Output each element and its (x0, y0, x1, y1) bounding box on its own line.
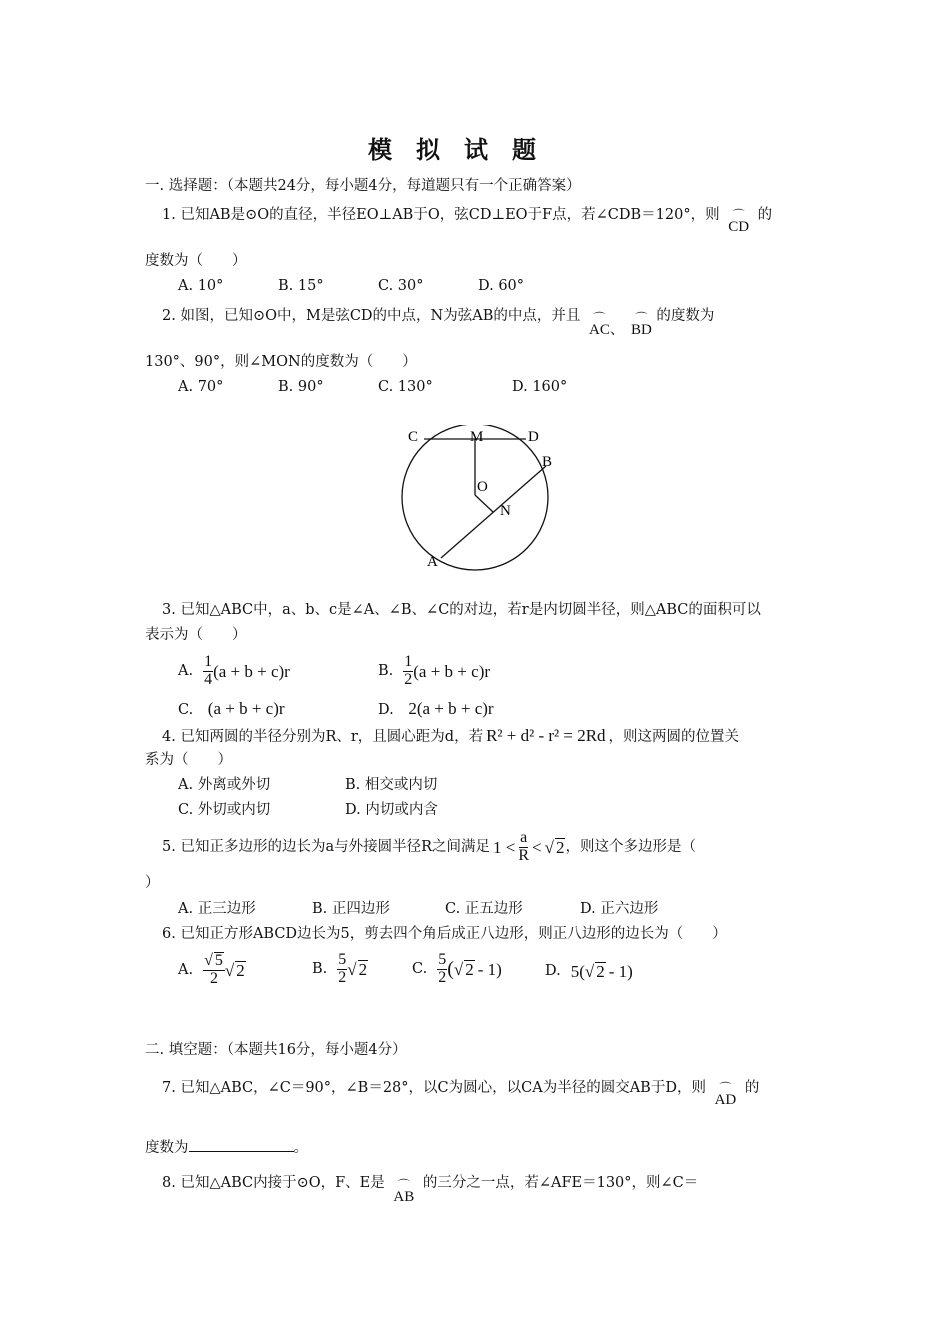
expression: (a + b + c)r (207, 699, 285, 718)
question-4 (162, 727, 739, 745)
question-6: 6. 已知正方形ABCD边长为5，剪去四个角后成正八边形，则正八边形的边长为（ ） (162, 926, 727, 942)
question-1-tail: 的 (757, 207, 773, 223)
question-7-line2-text: 度数为 (145, 1140, 189, 1156)
q3-option-b (378, 654, 490, 689)
arc-cd (728, 208, 750, 235)
question-5-line2: ） (145, 875, 160, 891)
q2-option-a: A. 70° (178, 379, 224, 395)
q1-option-b: B. 15° (278, 278, 324, 294)
q4-option-c: C. 外切或内切 (178, 802, 271, 818)
expression: (a + b + c)r (213, 661, 290, 681)
option-label: D. (378, 702, 394, 718)
fraction (337, 952, 347, 987)
sqrt (225, 961, 246, 979)
q3-option-a (178, 654, 290, 689)
label-a: A (427, 554, 438, 570)
question-1-text: 1. 已知AB是⊙O的直径，半径EO⊥AB于O，弦CD⊥EO于F点，若∠CDB＝120°，则 (162, 207, 720, 223)
question-4-line2: 系为（ ） (145, 752, 232, 768)
q2-option-b: B. 90° (278, 379, 324, 395)
question-2-tail: 的度数为 (656, 308, 715, 324)
arc-symbol-icon: ⌒ (732, 208, 745, 222)
question-5-tail: ，则这个多边形是（ (565, 839, 696, 856)
arc-label: AD (714, 1092, 737, 1108)
expression: (a + b + c)r (413, 661, 491, 681)
sqrt (347, 960, 368, 978)
q4-option-a: A. 外离或外切 (178, 777, 271, 793)
arc-bd (630, 311, 652, 338)
numerator: a (520, 829, 528, 846)
q5-option-d: D. 正六边形 (580, 901, 659, 917)
answer-blank[interactable] (189, 1139, 294, 1152)
option-label: A. (178, 961, 194, 978)
question-8-tail: 的三分之一点，若∠AFE＝130°，则∠C＝ (422, 1175, 699, 1191)
inequality-right: < (532, 837, 542, 857)
denominator: 2 (404, 670, 413, 688)
label-m: M (470, 429, 484, 445)
segment-on (475, 495, 493, 512)
option-label: C. (412, 961, 428, 978)
option-label: B. (378, 663, 394, 680)
question-7-tail: 的 (744, 1080, 760, 1096)
radical-icon: √ (584, 962, 595, 981)
section-heading-fill: 二. 填空题：（本题共16分，每小题4分） (145, 1042, 407, 1058)
radical-icon: √ (453, 960, 464, 980)
q5-option-b: B. 正四边形 (312, 901, 390, 917)
radicand: 2 (555, 838, 565, 858)
question-1 (162, 207, 773, 235)
fraction (518, 830, 529, 865)
circle-figure (395, 425, 560, 575)
question-2-text: 2. 如图，已知⊙O中，M是弦CD的中点，N为弦AB的中点，并且 (162, 308, 581, 324)
question-2 (162, 308, 715, 338)
label-c: C (408, 429, 419, 445)
radicand: 5 (214, 952, 223, 969)
question-7 (162, 1080, 760, 1108)
q3-option-c (178, 700, 285, 718)
label-d: D (528, 429, 539, 445)
question-4-text: 4. 已知两圆的半径分别为R、r，且圆心距为d，若 (162, 729, 484, 745)
question-7-text: 7. 已知△ABC，∠C＝90°，∠B＝28°，以C为圆心，以CA为半径的圆交AB于D，则 (162, 1080, 706, 1096)
q6-option-a (178, 952, 246, 988)
arc-separator: 、 (609, 322, 625, 338)
label-o: O (477, 479, 488, 495)
denominator: 2 (338, 968, 347, 986)
q3-option-d (378, 700, 494, 718)
radical-icon: √ (347, 960, 357, 980)
q4-option-b: B. 相交或内切 (345, 777, 438, 793)
q6-option-c (412, 952, 502, 987)
sqrt (585, 962, 606, 980)
numerator (203, 952, 225, 971)
expression-tail: - 1) (477, 959, 502, 979)
radicand: 2 (236, 960, 245, 980)
option-label: D. (545, 962, 561, 979)
q4-option-d: D. 内切或内含 (345, 802, 438, 818)
question-8-text: 8. 已知△ABC内接于⊙O，F、E是 (162, 1175, 385, 1191)
label-b: B (542, 454, 553, 470)
formula: R² + d² - r² = 2Rd (486, 726, 606, 745)
question-7-line2 (145, 1139, 308, 1156)
q1-option-d: D. 60° (478, 278, 525, 294)
q2-option-c: C. 130° (378, 379, 433, 395)
radicand: 2 (465, 960, 474, 980)
numerator: 5 (438, 951, 447, 968)
denominator: R (518, 846, 530, 864)
q1-option-a: A. 10° (178, 278, 224, 294)
arc-symbol-icon: ⌒ (719, 1081, 732, 1095)
radical-icon: √ (204, 952, 213, 969)
arc-label: AB (393, 1189, 415, 1205)
q6-option-d (545, 962, 633, 980)
arc-label: BD (630, 322, 652, 338)
period: 。 (293, 1140, 308, 1156)
q6-option-b (312, 952, 368, 987)
fraction (437, 952, 447, 987)
option-label: A. (178, 663, 194, 680)
arc-label: CD (728, 219, 750, 235)
question-2-line2: 130°、90°，则∠MON的度数为（ ） (145, 354, 417, 370)
question-5 (162, 830, 696, 865)
fraction (403, 654, 413, 689)
arc-symbol-icon: ⌒ (635, 311, 648, 325)
expression-prefix: 5( (570, 961, 585, 981)
q1-option-c: C. 30° (378, 278, 424, 294)
sqrt (545, 838, 566, 856)
radicand: 2 (358, 960, 368, 980)
option-label: C. (178, 702, 194, 718)
sqrt (454, 960, 475, 978)
expression-tail: - 1) (608, 961, 633, 981)
arc-symbol-icon: ⌒ (593, 311, 606, 325)
q5-option-a: A. 正三边形 (178, 901, 256, 917)
option-label: B. (312, 961, 328, 978)
denominator: 2 (209, 969, 218, 987)
question-3: 3. 已知△ABC中，a、b、c是∠A、∠B、∠C的对边，若r是内切圆半径，则△ABC的面积可以 (162, 602, 761, 618)
question-5-text: 5. 已知正多边形的边长为a与外接圆半径R之间满足 (162, 839, 491, 856)
inequality-left: 1 < (493, 837, 516, 857)
page-title: 模 拟 试 题 (368, 136, 536, 164)
fraction (203, 654, 213, 689)
q5-option-c: C. 正五边形 (445, 901, 523, 917)
section-heading-choice: 一. 选择题：（本题共24分，每小题4分，每道题只有一个正确答案） (145, 178, 581, 194)
question-3-line2: 表示为（ ） (145, 627, 247, 643)
denominator: 2 (438, 968, 447, 986)
numerator: 1 (204, 653, 213, 670)
radical-icon: √ (544, 838, 554, 858)
open-paren: ( (447, 958, 454, 981)
numerator: 5 (338, 951, 347, 968)
numerator: 1 (404, 653, 413, 670)
arc-ab (393, 1178, 415, 1205)
denominator: 4 (204, 670, 213, 688)
fraction (203, 952, 225, 988)
arc-label: AC (588, 322, 610, 338)
radicand: 2 (596, 962, 605, 981)
expression: 2(a + b + c)r (408, 699, 494, 718)
arc-ad (714, 1081, 737, 1108)
question-4-tail: ，则这两圆的位置关 (608, 729, 740, 745)
arc-symbol-icon: ⌒ (397, 1178, 410, 1192)
radical-icon: √ (224, 960, 235, 980)
label-n: N (500, 503, 511, 519)
arc-ac (588, 311, 610, 338)
question-1-line2: 度数为（ ） (145, 253, 247, 269)
question-8 (162, 1175, 699, 1205)
q2-option-d: D. 160° (512, 379, 568, 395)
